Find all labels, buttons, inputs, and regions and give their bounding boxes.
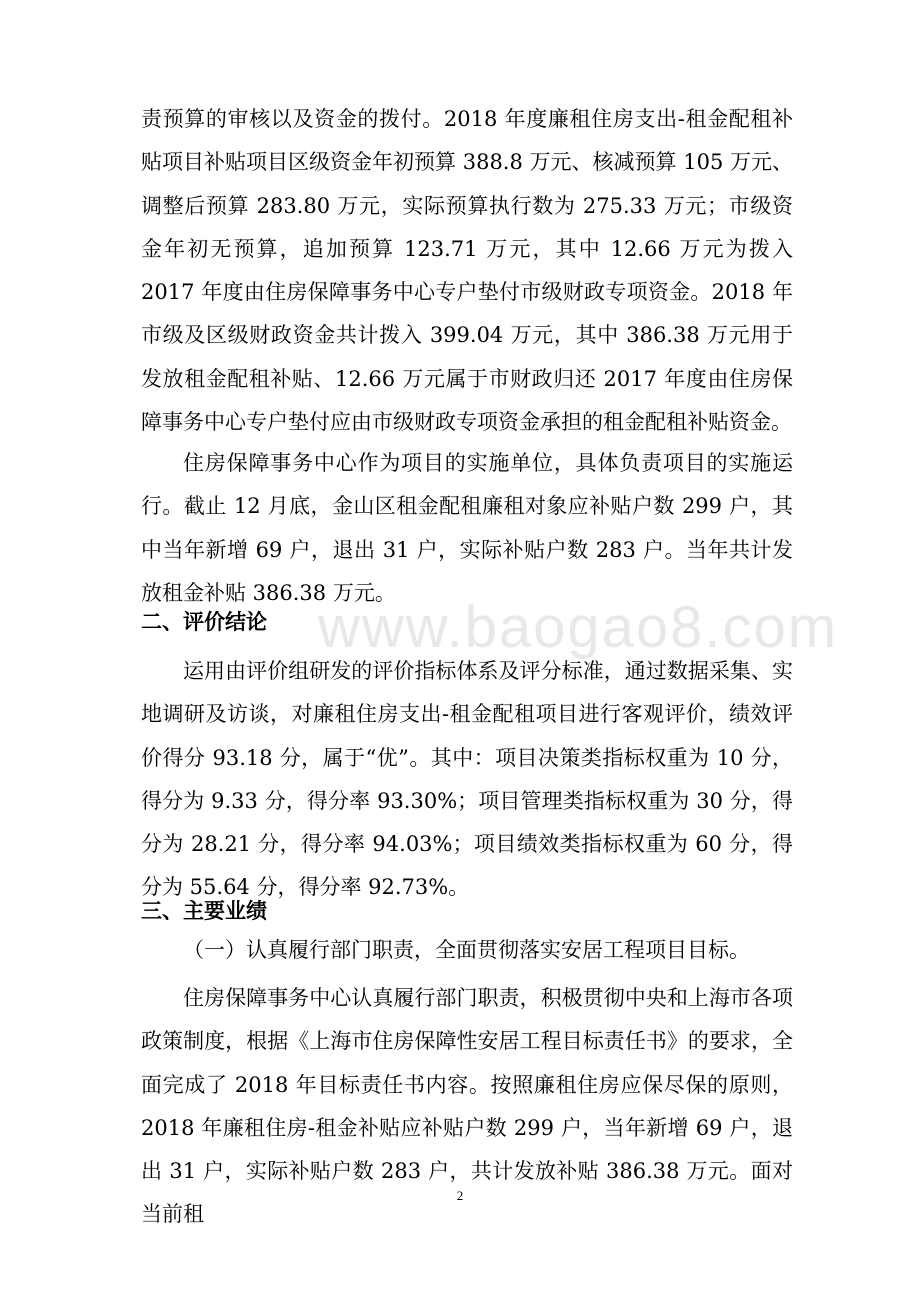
paragraph-budget: 责预算的审核以及资金的拨付。2018 年度廉租住房支出-租金配租补贴项目补贴项目区级资金年初预算 388.8 万元、核减预算 105 万元、调整后预算 283.80 万元，实际预算执行数为 275.33 万元；市级资金年初无预算，追加预算 123.71 万元，其中 12.66 万元为拨入 2017 年度由住房保障事务中心专户垫付市级财政专项资金。2018 年市级及区级财政资金共计拨入 399.04 万元，其中 386.38 万元用于发放租金配租补贴、12.66 万元属于市财政归还 2017 年度由住房保障事务中心专户垫付应由市级财政专项资金承担的租金配租补贴资金。 xyxy=(141,107,793,435)
heading-evaluation-conclusion: 二、评价结论 xyxy=(141,610,267,634)
watermark: www.baogao8.com xyxy=(318,595,839,660)
subheading-duties: （一）认真履行部门职责，全面贯彻落实安居工程项目目标。 xyxy=(183,938,750,962)
paragraph-evaluation: 运用由评价组研发的评价指标体系及评分标准，通过数据采集、实地调研及访谈，对廉租住房支出-租金配租项目进行客观评价，绩效评价得分 93.18 分，属于“优”。其中：项目决策类指标权重为 10 分，得分为 9.33 分，得分率 93.30%；项目管理类指标权重为 30 分，得分为 28.21 分，得分率 94.03%；项目绩效类指标权重为 60 分，得分为 55.64 分，得分率 92.73%。 xyxy=(141,659,793,900)
paragraph-achievements: 住房保障事务中心认真履行部门职责，积极贯彻中央和上海市各项政策制度，根据《上海市住房保障性安居工程目标责任书》的要求，全面完成了 2018 年目标责任书内容。按照廉租住房应保尽保的原则，2018 年廉租住房-租金补贴应补贴户数 299 户，当年新增 69 户，退出 31 户，实际补贴户数 283 户，共计发放补贴 386.38 万元。面对当前租 xyxy=(141,986,793,1227)
page-number: 2 xyxy=(456,1188,464,1203)
paragraph-implementation: 住房保障事务中心作为项目的实施单位，具体负责项目的实施运行。截止 12 月底，金山区租金配租廉租对象应补贴户数 299 户，其中当年新增 69 户，退出 31 户，实际补贴户数 283 户。当年共计发放租金补贴 386.38 万元。 xyxy=(141,451,793,605)
heading-main-achievements: 三、主要业绩 xyxy=(141,899,267,923)
